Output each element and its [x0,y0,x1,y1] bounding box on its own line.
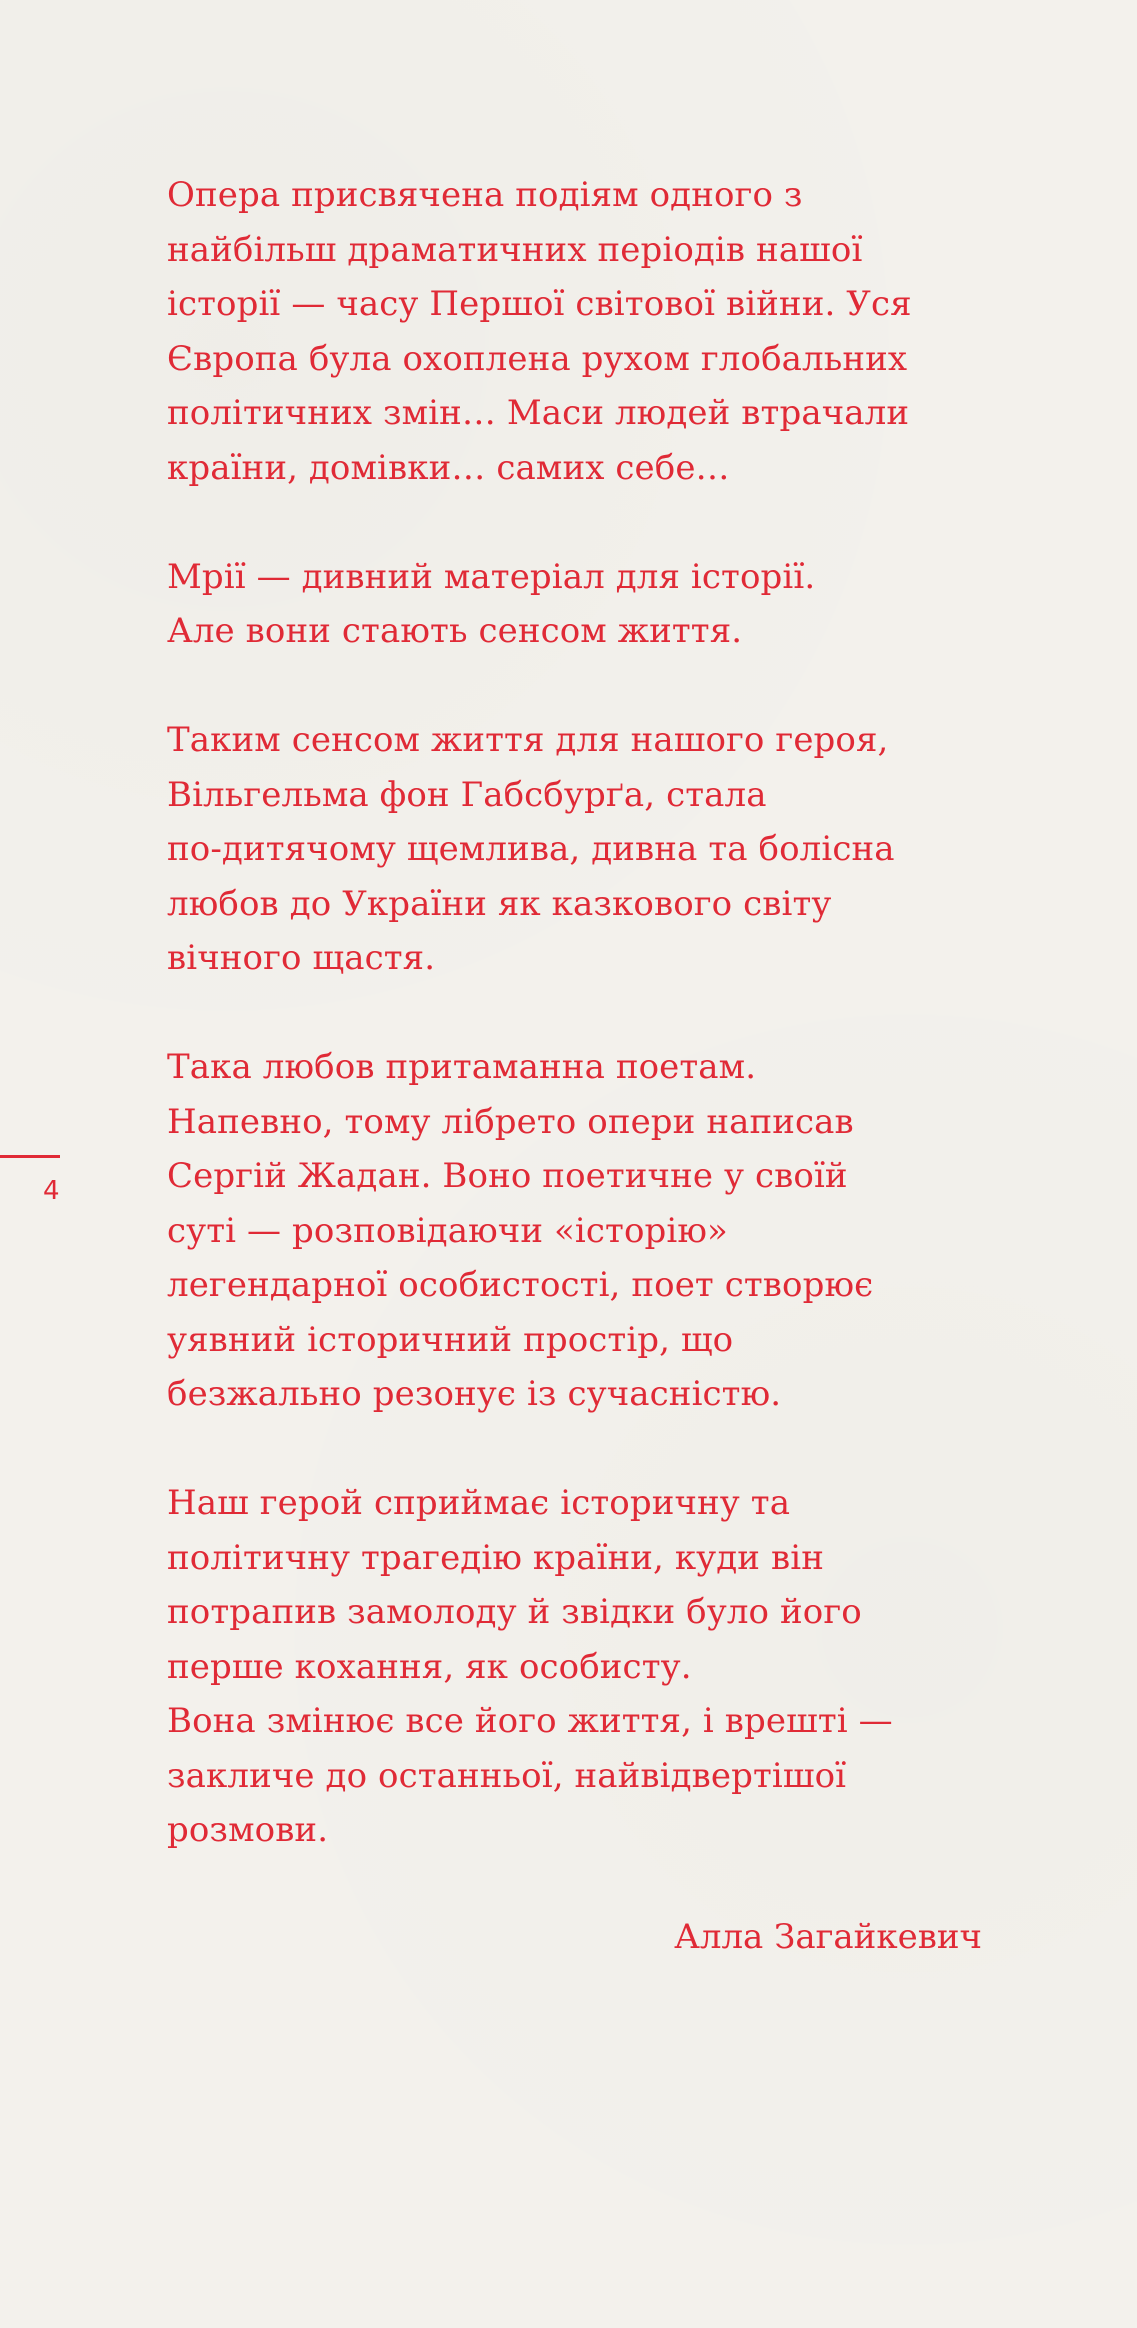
text-line: суті — розповідаючи «історію» [167,1210,728,1251]
paragraph-4 [167,1040,1007,1422]
author-signature: Алла Загайкевич [674,1917,982,1957]
paragraph-1 [167,168,1007,495]
text-line: Мрії — дивний матеріал для історії. [167,556,816,597]
text-line: по-дитячому щемлива, дивна та болісна [167,829,895,869]
text-line: легендарної особистості, поет створює [167,1265,874,1305]
paragraph-3 [167,713,1007,986]
text-line: Така любов притаманна поетам. [167,1047,757,1087]
text-line: країни, домівки… самих себе… [167,447,730,488]
text-line: Європа була охоплена рухом глобальних [167,338,908,379]
text-line: політичних змін… Маси людей втрачали [167,393,910,433]
text-line: перше кохання, як особисту. [167,1646,692,1687]
page-number: 4 [43,1176,60,1206]
page-margin-rule [0,1155,60,1158]
text-line: політичну трагедію країни, куди він [167,1537,824,1578]
text-line: розмови. [167,1810,329,1850]
text-line: Вільгельма фон Габсбурґа, стала [167,774,767,815]
text-line: безжально резонує із сучасністю. [167,1374,782,1414]
text-line: Сергій Жадан. Воно поетичне у своїй [167,1156,848,1196]
text-line: Але вони стають сенсом життя. [167,611,743,651]
text-line: історії — часу Першої світової війни. Уся [167,284,912,324]
text-line: уявний історичний простір, що [167,1319,734,1360]
text-line: Таким сенсом життя для нашого героя, [167,720,889,760]
text-line: Вона змінює все його життя, і врешті — [167,1701,893,1741]
paragraph-5 [167,1476,1007,1858]
text-line: вічного щастя. [167,938,436,978]
text-line: любов до України як казкового світу [167,883,832,924]
paragraph-2 [167,550,1007,659]
text-line: Наш герой сприймає історичну та [167,1483,791,1523]
text-line: потрапив замолоду й звідки було його [167,1592,862,1632]
body-text [167,168,1007,1912]
text-line: найбільш драматичних періодів нашої [167,229,863,270]
text-line: Опера присвячена подіям одного з [167,175,803,215]
text-line: закличе до останньої, найвідвертішої [167,1755,847,1796]
text-line: Напевно, тому лібрето опери написав [167,1101,854,1142]
